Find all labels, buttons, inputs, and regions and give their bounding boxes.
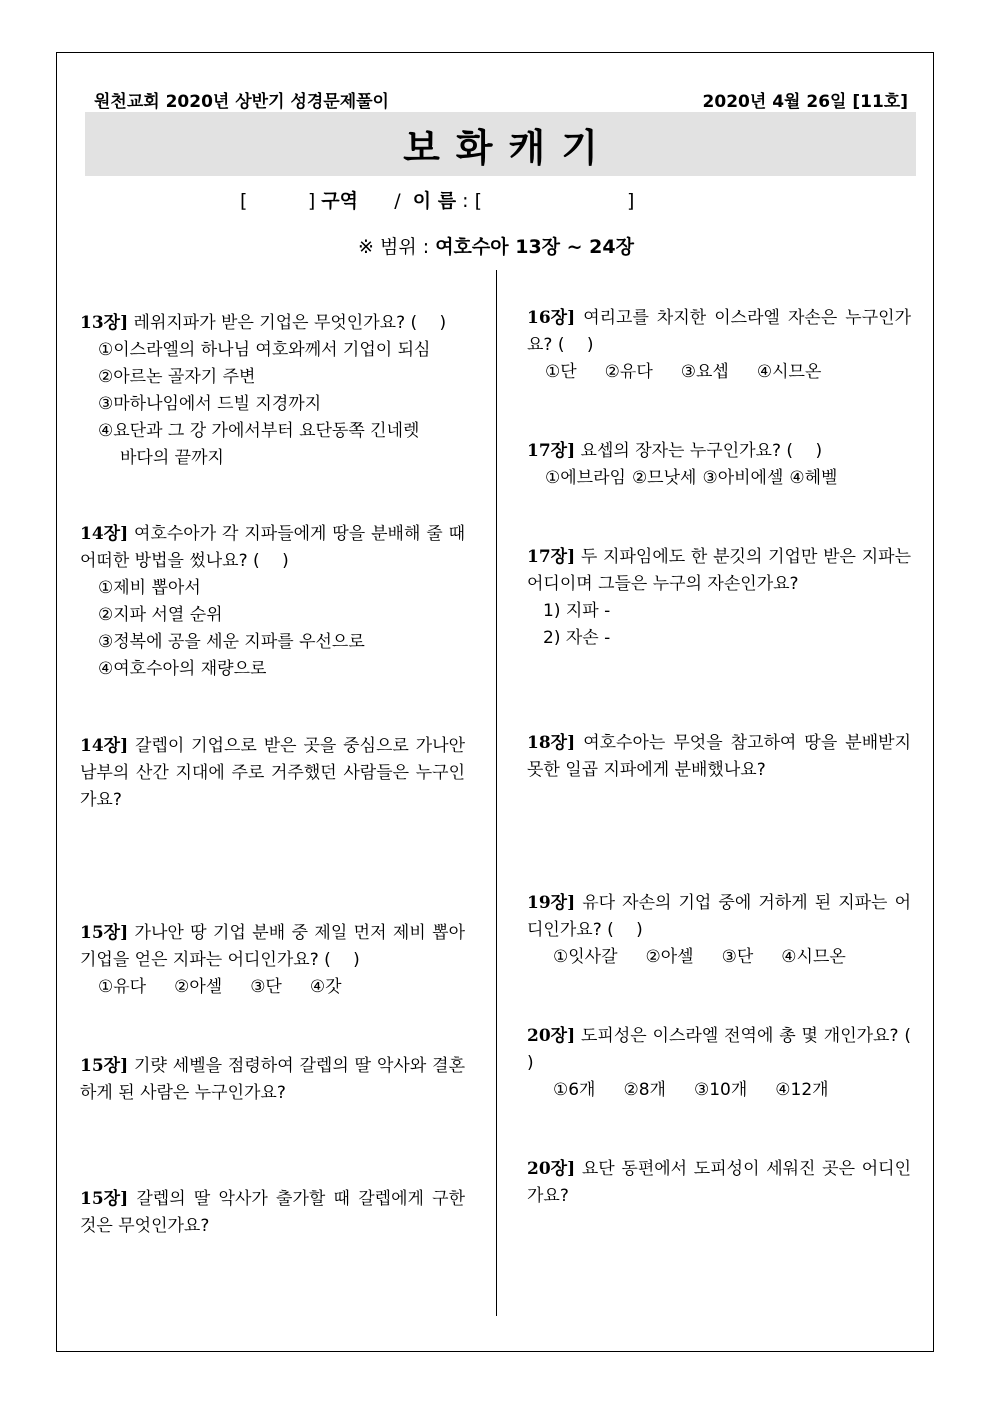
answer-option: ②유다: [604, 362, 653, 382]
answer-option: ①단: [545, 362, 577, 382]
answer-option: ①이스라엘의 하나님 여호와께서 기업이 되심: [98, 340, 431, 360]
answer-option: ②아셀: [645, 947, 694, 967]
answer-option: ②지파 서열 순위: [98, 605, 223, 625]
question-chapter: 18장]: [527, 733, 576, 753]
answer-option: ③요셉: [680, 362, 729, 382]
answer-option: ①6개: [553, 1080, 596, 1100]
question-block: [80, 1186, 465, 1240]
answer-option: ③단: [250, 977, 282, 997]
question-text: 17장] 요셉의 장자는 누구인가요? ( ): [527, 441, 823, 461]
answer-option: ①에브라임: [545, 468, 626, 488]
page-title: 보화캐기: [403, 125, 614, 170]
answer-option: ②아셀: [174, 977, 223, 997]
question-block: [80, 733, 465, 814]
district-label: 구역: [321, 190, 359, 212]
district-bracket-close: ]: [307, 190, 316, 212]
answer-option: ④갓: [309, 977, 342, 997]
answer-option: ④시므온: [781, 947, 846, 967]
answer-option: ①제비 뽑아서: [98, 578, 201, 598]
answer-option: ②아르논 골자기 주변: [98, 367, 256, 387]
header-church-title: 원천교회 2020년 상반기 성경문제풀이: [94, 92, 389, 112]
name-colon: :: [462, 190, 469, 212]
answer-options-row: [527, 359, 911, 386]
question-chapter: 15장]: [80, 923, 129, 943]
question-text: 13장] 레위지파가 받은 기업은 무엇인가요? ( ): [80, 313, 447, 333]
question-chapter: 15장]: [80, 1189, 129, 1209]
answer-option: ④헤벨: [789, 468, 838, 488]
name-bracket-close: ]: [626, 190, 635, 212]
question-chapter: 20장]: [527, 1159, 576, 1179]
question-chapter: 16장]: [527, 308, 576, 328]
answer-option: ④시므온: [756, 362, 822, 382]
answer-option: ③마하나임에서 드빌 지경까지: [98, 394, 322, 414]
reference-mark-icon: ※: [358, 236, 374, 258]
column-divider: [496, 270, 497, 1316]
question-chapter: 14장]: [80, 736, 129, 756]
question-block: [527, 730, 911, 784]
question-block: [80, 1053, 465, 1107]
question-block: [527, 305, 911, 386]
answer-options-row: [80, 974, 465, 1001]
answer-option: ①유다: [98, 977, 147, 997]
answer-option: ②8개: [623, 1080, 666, 1100]
name-label: 이 름: [412, 190, 457, 212]
question-text: 20장] 요단 동편에서 도피성이 세워진 곳은 어디인가요?: [527, 1159, 911, 1206]
question-block: [527, 544, 911, 652]
question-chapter: 15장]: [80, 1056, 129, 1076]
question-text: 20장] 도피성은 이스라엘 전역에 총 몇 개인가요? ( ): [527, 1026, 934, 1073]
answer-options-row: [527, 465, 911, 492]
question-chapter: 17장]: [527, 547, 576, 567]
question-block: [527, 890, 911, 971]
slash-separator: /: [394, 190, 401, 212]
name-bracket-open: [: [474, 190, 483, 212]
answer-option: ③정복에 공을 세운 지파를 우선으로: [98, 632, 365, 652]
answer-options-row: [527, 944, 911, 971]
question-block: [80, 310, 465, 472]
question-block: [527, 1156, 911, 1210]
question-text: 16장] 여리고를 차지한 이스라엘 자손은 누구인가요? ( ): [527, 308, 911, 355]
range-text: 여호수아 13장 ~ 24장: [435, 236, 634, 258]
answer-option: ①잇사갈: [553, 947, 618, 967]
question-text: 14장] 여호수아가 각 지파들에게 땅을 분배해 줄 때 어떠한 방법을 썼나요? ( ): [80, 524, 465, 571]
answer-option: ④요단과 그 강 가에서부터 요단동쪽 긴네렛: [98, 421, 420, 441]
name-district-line: [240, 186, 634, 213]
question-text: 15장] 가나안 땅 기업 분배 중 제일 먼저 제비 뽑아 기업을 얻은 지파는 어디인가요? ( ): [80, 923, 466, 970]
answer-option: ④12개: [775, 1080, 829, 1100]
question-text: 17장] 두 지파임에도 한 분깃의 기업만 받은 지파는 어디이며 그들은 누구의 자손인가요?: [527, 547, 911, 594]
question-block: [527, 438, 911, 492]
range-line: [0, 232, 992, 259]
question-text: 19장] 유다 자손의 기업 중에 거하게 된 지파는 어디인가요? ( ): [527, 893, 911, 940]
title-bar: [85, 112, 916, 176]
answer-option: ③10개: [693, 1080, 748, 1100]
answer-option: ③단: [721, 947, 754, 967]
answer-option: ③아비에셀: [702, 468, 784, 488]
question-text: 18장] 여호수아는 무엇을 참고하여 땅을 분배받지 못한 일곱 지파에게 분배했나요?: [527, 733, 911, 780]
question-block: [527, 1023, 934, 1104]
answer-option: ②므낫세: [631, 468, 697, 488]
answer-option: ④여호수아의 재량으로: [98, 659, 267, 679]
question-text: 14장] 갈렙이 기업으로 받은 곳을 중심으로 가나안 남부의 산간 지대에 주로 거주했던 사람들은 누구인가요?: [80, 736, 465, 810]
question-text: 15장] 기럇 세벨을 점령하여 갈렙의 딸 악사와 결혼하게 된 사람은 누구인가요?: [80, 1056, 465, 1103]
question-chapter: 20장]: [527, 1026, 576, 1046]
question-text: 15장] 갈렙의 딸 악사가 출가할 때 갈렙에게 구한 것은 무엇인가요?: [80, 1189, 465, 1236]
range-label: 범위 :: [379, 236, 430, 258]
question-chapter: 14장]: [80, 524, 129, 544]
question-chapter: 17장]: [527, 441, 576, 461]
district-bracket-open: [: [240, 190, 248, 212]
question-chapter: 19장]: [527, 893, 576, 913]
answer-option-continuation: 바다의 끝까지: [120, 448, 224, 468]
question-block: [80, 920, 465, 1001]
answer-options-row: [527, 1077, 911, 1104]
question-chapter: 13장]: [80, 313, 129, 333]
sub-answer: 1) 지파 -: [543, 601, 611, 621]
sub-answer: 2) 자손 -: [543, 628, 611, 648]
question-block: [80, 521, 465, 683]
header-date-issue: 2020년 4월 26일 [11호]: [702, 92, 908, 112]
